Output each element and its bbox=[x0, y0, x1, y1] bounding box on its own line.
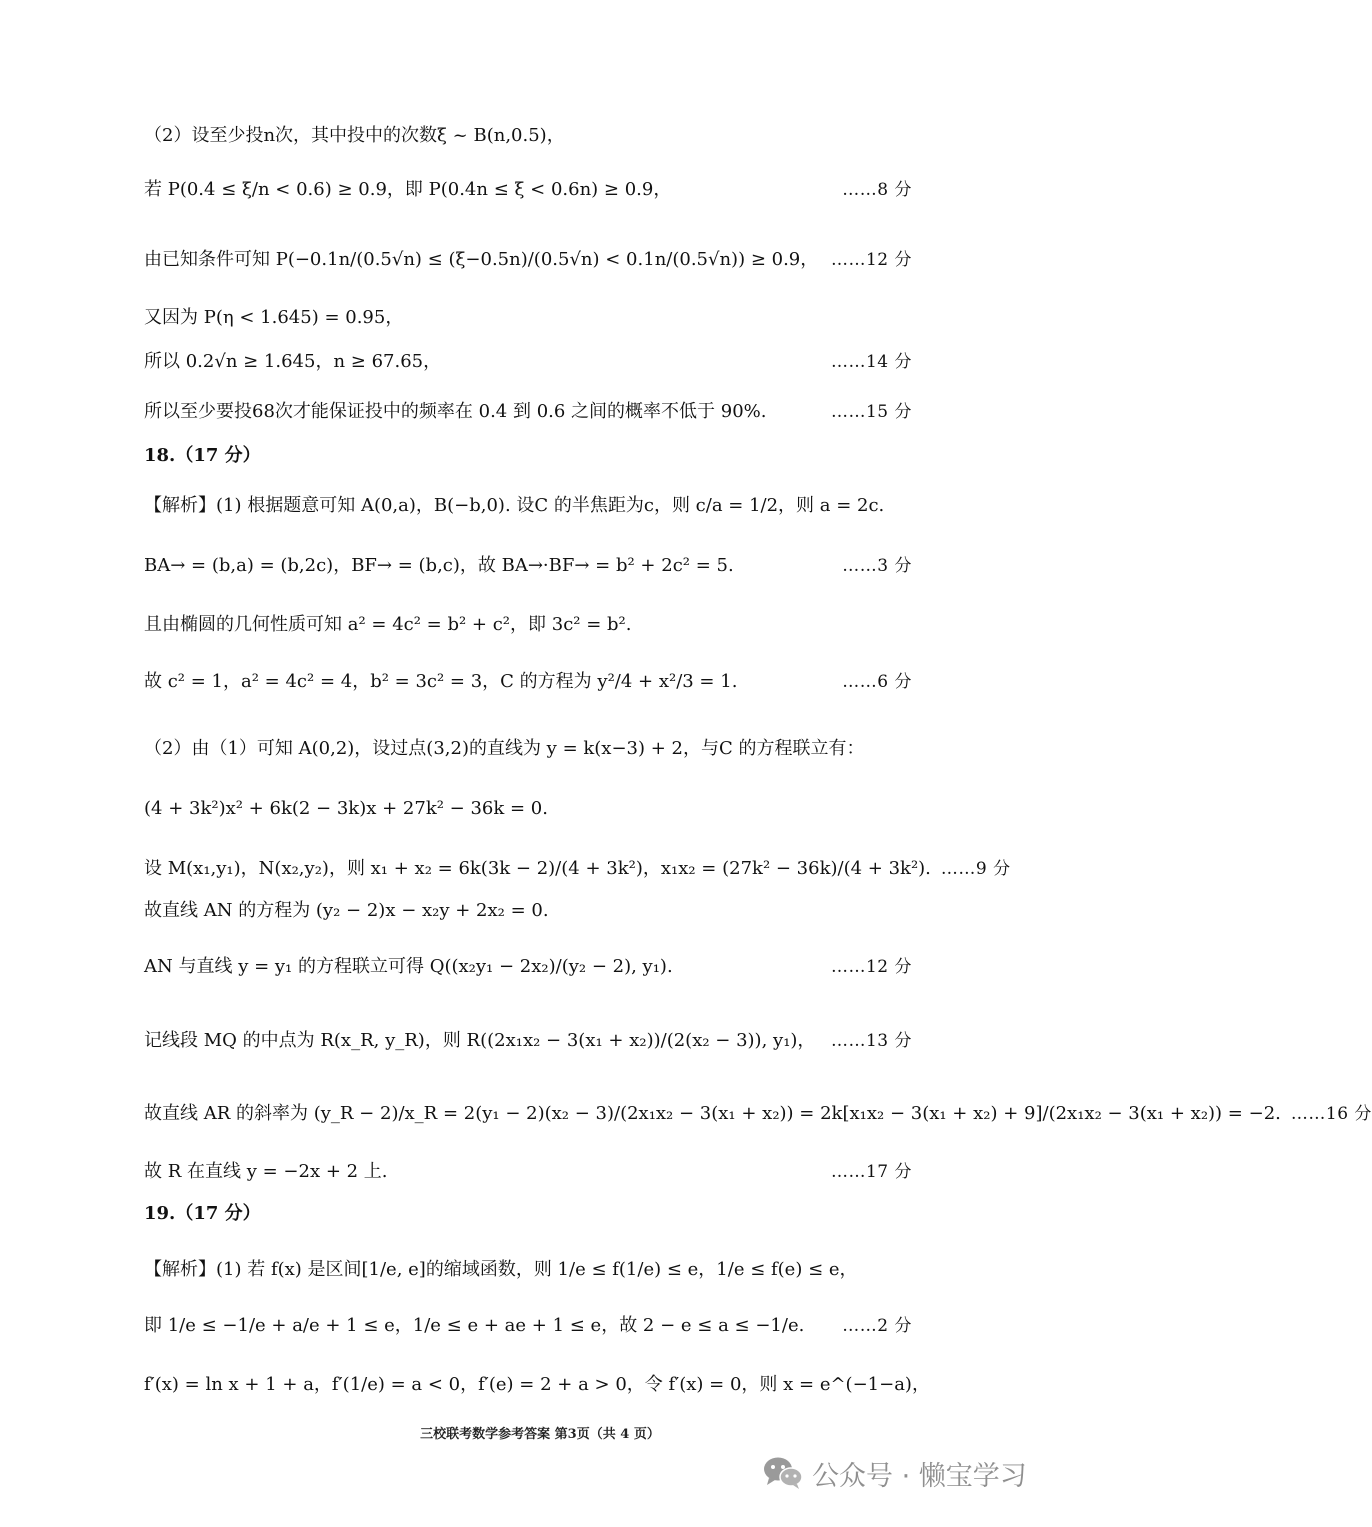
line-text: f′(x) = ln x + 1 + a，f′(1/e) = a < 0，f′(e) = 2 + a > 0，令 f′(x) = 0，则 x = e^(−1−a)， bbox=[144, 1374, 930, 1395]
score-mark: ……15 分 bbox=[830, 402, 912, 422]
solution-line bbox=[144, 670, 912, 694]
line-text: 故 R 在直线 y = −2x + 2 上. bbox=[144, 1161, 388, 1182]
solution-line bbox=[144, 1314, 912, 1338]
section-heading bbox=[144, 1202, 912, 1226]
watermark-text: 公众号 · 懒宝学习 bbox=[812, 1460, 1027, 1492]
solution-line bbox=[144, 494, 912, 518]
line-text: 【解析】(1) 根据题意可知 A(0,a)，B(−b,0). 设C 的半焦距为c，则 c/a = 1/2，则 a = 2c. bbox=[144, 495, 885, 516]
line-text: 所以至少要投68次才能保证投中的频率在 0.4 到 0.6 之间的概率不低于 90%. bbox=[144, 401, 767, 422]
score-mark: ……17 分 bbox=[830, 1162, 912, 1182]
solution-line bbox=[144, 737, 912, 761]
score-mark: ……12 分 bbox=[830, 957, 912, 977]
score-mark: ……13 分 bbox=[830, 1031, 912, 1051]
solution-line bbox=[144, 857, 1011, 881]
score-mark: ……9 分 bbox=[940, 859, 1011, 879]
solution-line bbox=[144, 613, 912, 637]
line-text: 若 P(0.4 ≤ ξ/n < 0.6) ≥ 0.9，即 P(0.4n ≤ ξ < 0.6n) ≥ 0.9， bbox=[144, 179, 672, 200]
solution-line bbox=[144, 1373, 930, 1397]
line-text: 即 1/e ≤ −1/e + a/e + 1 ≤ e，1/e ≤ e + ae + 1 ≤ e，故 2 − e ≤ a ≤ −1/e. bbox=[144, 1315, 805, 1336]
score-mark: ……12 分 bbox=[830, 250, 912, 270]
line-text: 故 c² = 1，a² = 4c² = 4，b² = 3c² = 3，C 的方程为 y²/4 + x²/3 = 1. bbox=[144, 671, 738, 692]
solution-line bbox=[144, 248, 912, 272]
line-text: （2）由（1）可知 A(0,2)，设过点(3,2)的直线为 y = k(x−3) + 2，与C 的方程联立有： bbox=[144, 738, 865, 759]
solution-line bbox=[144, 178, 912, 202]
solution-line bbox=[144, 306, 912, 330]
line-text: BA→ = (b,a) = (b,2c)，BF→ = (b,c)，故 BA→·BF→ = b² + 2c² = 5. bbox=[144, 555, 734, 576]
wechat-icon bbox=[762, 1455, 804, 1491]
solution-line bbox=[144, 1029, 912, 1053]
solution-line bbox=[144, 350, 912, 374]
page-footer: 三校联考数学参考答案 第3页（共 4 页） bbox=[420, 1427, 660, 1442]
line-text: 故直线 AR 的斜率为 (y_R − 2)/x_R = 2(y₁ − 2)(x₂ − 3)/(2x₁x₂ − 3(x₁ + x₂)) = 2k[x₁x₂ − 3(x₁ + x₂) + 9]/(2x₁x₂ − 3(x₁ + x₂)) = −2. bbox=[144, 1103, 1281, 1124]
line-text: 由已知条件可知 P(−0.1n/(0.5√n) ≤ (ξ−0.5n)/(0.5√n) < 0.1n/(0.5√n)) ≥ 0.9， bbox=[144, 249, 819, 270]
solution-line bbox=[144, 955, 912, 979]
solution-line bbox=[144, 554, 912, 578]
line-text: 且由椭圆的几何性质可知 a² = 4c² = b² + c²，即 3c² = b². bbox=[144, 614, 632, 635]
solution-line bbox=[144, 400, 912, 424]
solution-line bbox=[144, 1102, 1372, 1126]
score-mark: ……6 分 bbox=[842, 672, 912, 692]
line-text: 18.（17 分） bbox=[144, 445, 261, 466]
score-mark: ……3 分 bbox=[842, 556, 912, 576]
solution-line bbox=[144, 1258, 912, 1282]
solution-line bbox=[144, 797, 912, 821]
solution-line bbox=[144, 124, 912, 148]
line-text: 故直线 AN 的方程为 (y₂ − 2)x − x₂y + 2x₂ = 0. bbox=[144, 900, 549, 921]
solution-line bbox=[144, 899, 912, 923]
line-text: 设 M(x₁,y₁)，N(x₂,y₂)，则 x₁ + x₂ = 6k(3k − 2)/(4 + 3k²)，x₁x₂ = (27k² − 36k)/(4 + 3k²). bbox=[144, 858, 931, 879]
line-text: (4 + 3k²)x² + 6k(2 − 3k)x + 27k² − 36k = 0. bbox=[144, 798, 548, 819]
line-text: 【解析】(1) 若 f(x) 是区间[1/e, e]的缩域函数，则 1/e ≤ f(1/e) ≤ e，1/e ≤ f(e) ≤ e， bbox=[144, 1259, 858, 1280]
solution-line bbox=[144, 1160, 912, 1184]
line-text: AN 与直线 y = y₁ 的方程联立可得 Q((x₂y₁ − 2x₂)/(y₂ − 2), y₁). bbox=[144, 956, 673, 977]
line-text: 记线段 MQ 的中点为 R(x_R, y_R)，则 R((2x₁x₂ − 3(x₁ + x₂))/(2(x₂ − 3)), y₁)， bbox=[144, 1030, 816, 1051]
line-text: 所以 0.2√n ≥ 1.645，n ≥ 67.65， bbox=[144, 351, 442, 372]
score-mark: ……2 分 bbox=[842, 1316, 912, 1336]
line-text: （2）设至少投n次，其中投中的次数ξ ~ B(n,0.5)， bbox=[144, 125, 565, 146]
score-mark: ……16 分 bbox=[1290, 1104, 1372, 1124]
section-heading bbox=[144, 444, 912, 468]
line-text: 又因为 P(η < 1.645) = 0.95， bbox=[144, 307, 404, 328]
score-mark: ……8 分 bbox=[842, 180, 912, 200]
watermark bbox=[762, 1450, 1027, 1496]
line-text: 19.（17 分） bbox=[144, 1203, 261, 1224]
score-mark: ……14 分 bbox=[830, 352, 912, 372]
